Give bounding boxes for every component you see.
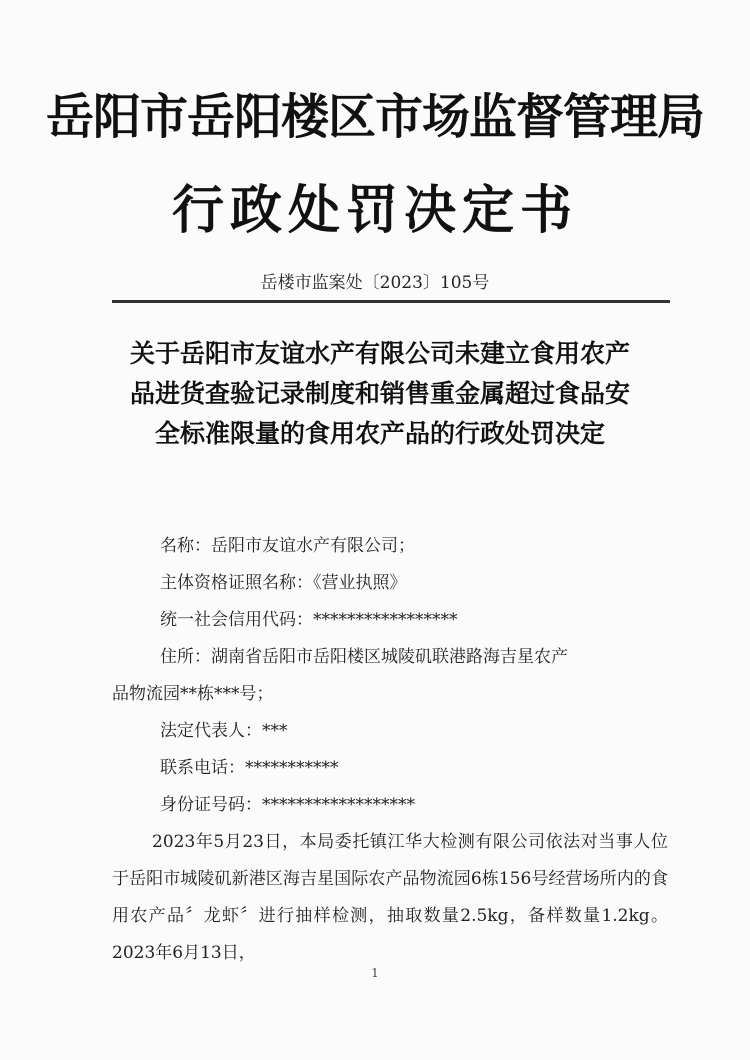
document-body <box>112 528 668 972</box>
party-id-number: 身份证号码：****************** <box>160 795 415 815</box>
party-name: 名称：岳阳市友谊水产有限公司； <box>160 536 415 556</box>
facts-paragraph: 2023年5月23日，本局委托镇江华大检测有限公司依法对当事人位于岳阳市城陵矶新港区海吉星国际农产品物流园6栋156号经营场所内的食用农产品〞龙虾〞进行抽样检测，抽取数量2.5kg，备样数量1.2kg。2023年6月13日， <box>112 832 668 963</box>
case-number: 岳楼市监案处〔2023〕105号 <box>260 273 490 293</box>
page-number: 1 <box>371 966 379 980</box>
party-license: 主体资格证照名称：《营业执照》 <box>160 573 407 593</box>
document-type-title: 行政处罚决定书 <box>171 181 578 241</box>
subject-title: 关于岳阳市友谊水产有限公司未建立食用农产品进货查验记录制度和销售重金属超过食品安全标准限量的食用农产品的行政处罚决定 <box>129 339 630 448</box>
party-credit-code: 统一社会信用代码：***************** <box>160 610 458 630</box>
agency-title: 岳阳市岳阳楼区市场监督管理局 <box>45 89 704 145</box>
party-phone: 联系电话：*********** <box>160 758 339 778</box>
party-address-line-1: 住所：湖南省岳阳市岳阳楼区城陵矶联港路海吉星农产 <box>160 647 568 667</box>
header-divider <box>112 300 670 303</box>
party-address-line-2: 品物流园**栋***号； <box>112 684 274 704</box>
party-legal-representative: 法定代表人：*** <box>160 721 288 741</box>
